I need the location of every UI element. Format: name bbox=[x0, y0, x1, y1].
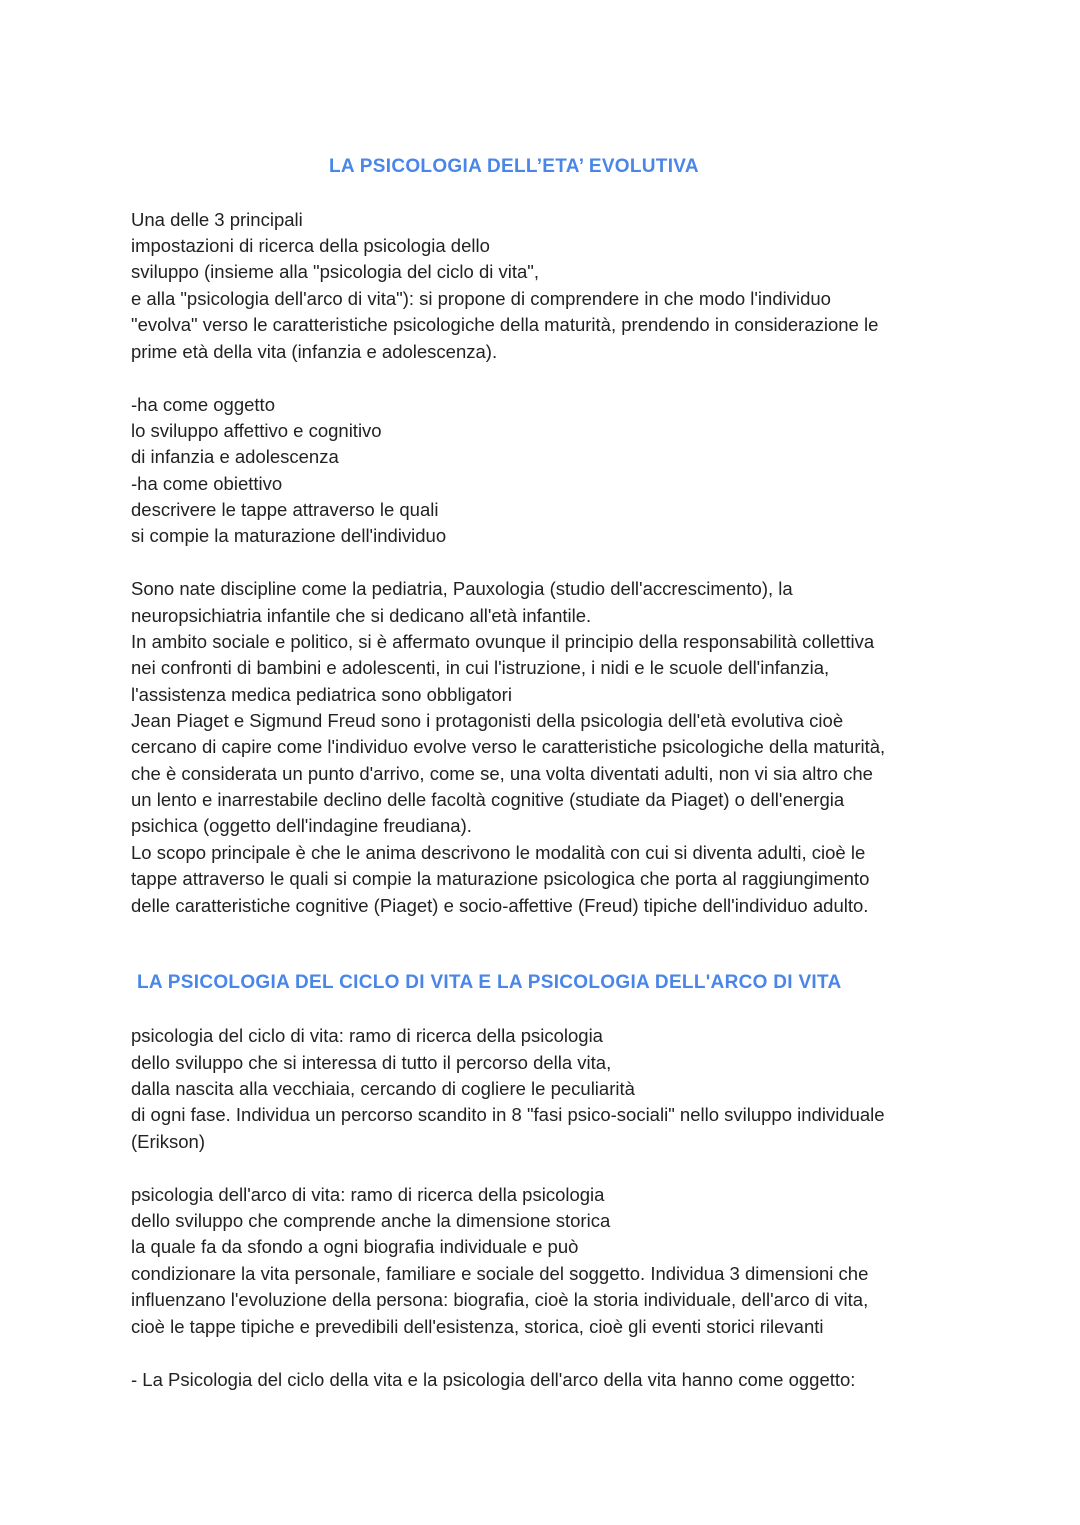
text-line: cioè le tappe tipiche e prevedibili dell'esistenza, storica, cioè gli eventi storici rilevanti bbox=[131, 1316, 824, 1337]
text-line: lo sviluppo affettivo e cognitivo bbox=[131, 420, 382, 441]
text-line: -ha come oggetto bbox=[131, 394, 275, 415]
text-line: In ambito sociale e politico, si è affermato ovunque il principio della responsabilità collettiva bbox=[131, 631, 875, 652]
text-line: cercano di capire come l'individuo evolve verso le caratteristiche psicologiche della maturità, bbox=[131, 736, 886, 757]
text-line: Jean Piaget e Sigmund Freud sono i protagonisti della psicologia dell'età evolutiva cioè bbox=[131, 710, 844, 731]
text-line: Una delle 3 principali bbox=[131, 209, 303, 230]
text-line: un lento e inarrestabile declino delle facoltà cognitive (studiate da Piaget) o dell'energia bbox=[131, 789, 845, 810]
section-1-title: LA PSICOLOGIA DELL’ETA’ EVOLUTIVA bbox=[329, 156, 699, 177]
text-line: -ha come obiettivo bbox=[131, 473, 283, 494]
text-line: - La Psicologia del ciclo della vita e la psicologia dell'arco della vita hanno come oggetto: bbox=[131, 1369, 856, 1390]
text-line: condizionare la vita personale, familiare e sociale del soggetto. Individua 3 dimensioni che bbox=[131, 1263, 869, 1284]
text-line: Lo scopo principale è che le anima descrivono le modalità con cui si diventa adulti, cioè le bbox=[131, 842, 866, 863]
text-line: psicologia del ciclo di vita: ramo di ricerca della psicologia bbox=[131, 1025, 603, 1046]
text-line: impostazioni di ricerca della psicologia dello bbox=[131, 235, 490, 256]
text-line: di ogni fase. Individua un percorso scandito in 8 "fasi psico-sociali" nello sviluppo individuale bbox=[131, 1104, 885, 1125]
text-line: di infanzia e adolescenza bbox=[131, 446, 339, 467]
text-line: Sono nate discipline come la pediatria, Pauxologia (studio dell'accrescimento), la bbox=[131, 578, 793, 599]
text-line: la quale fa da sfondo a ogni biografia individuale e può bbox=[131, 1236, 579, 1257]
text-line: psichica (oggetto dell'indagine freudiana). bbox=[131, 815, 472, 836]
text-line: dalla nascita alla vecchiaia, cercando di cogliere le peculiarità bbox=[131, 1078, 635, 1099]
text-line: influenzano l'evoluzione della persona: biografia, cioè la storia individuale, dell'arco di vita, bbox=[131, 1289, 869, 1310]
text-line: delle caratteristiche cognitive (Piaget) e socio-affettive (Freud) tipiche dell'individuo adulto. bbox=[131, 895, 869, 916]
text-line: sviluppo (insieme alla "psicologia del ciclo di vita", bbox=[131, 261, 539, 282]
text-line: psicologia dell'arco di vita: ramo di ricerca della psicologia bbox=[131, 1184, 605, 1205]
text-line: nei confronti di bambini e adolescenti, in cui l'istruzione, i nidi e le scuole dell'infanzia, bbox=[131, 657, 830, 678]
text-line: che è considerata un punto d'arrivo, come se, una volta diventati adulti, non vi sia altro che bbox=[131, 763, 873, 784]
text-line: prime età della vita (infanzia e adolescenza). bbox=[131, 341, 498, 362]
text-line: dello sviluppo che si interessa di tutto il percorso della vita, bbox=[131, 1052, 612, 1073]
text-line: si compie la maturazione dell'individuo bbox=[131, 525, 447, 546]
text-line: tappe attraverso le quali si compie la maturazione psicologica che porta al raggiungimento bbox=[131, 868, 870, 889]
text-line: dello sviluppo che comprende anche la dimensione storica bbox=[131, 1210, 611, 1231]
text-line: descrivere le tappe attraverso le quali bbox=[131, 499, 439, 520]
text-line: neuropsichiatria infantile che si dedicano all'età infantile. bbox=[131, 605, 592, 626]
text-line: e alla "psicologia dell'arco di vita"): si propone di comprendere in che modo l'individuo bbox=[131, 288, 831, 309]
text-line: (Erikson) bbox=[131, 1131, 206, 1152]
section-2-title: LA PSICOLOGIA DEL CICLO DI VITA E LA PSICOLOGIA DELL'ARCO DI VITA bbox=[137, 972, 842, 993]
text-line: "evolva" verso le caratteristiche psicologiche della maturità, prendendo in considerazione le bbox=[131, 314, 879, 335]
text-line: l'assistenza medica pediatrica sono obbligatori bbox=[131, 684, 512, 705]
